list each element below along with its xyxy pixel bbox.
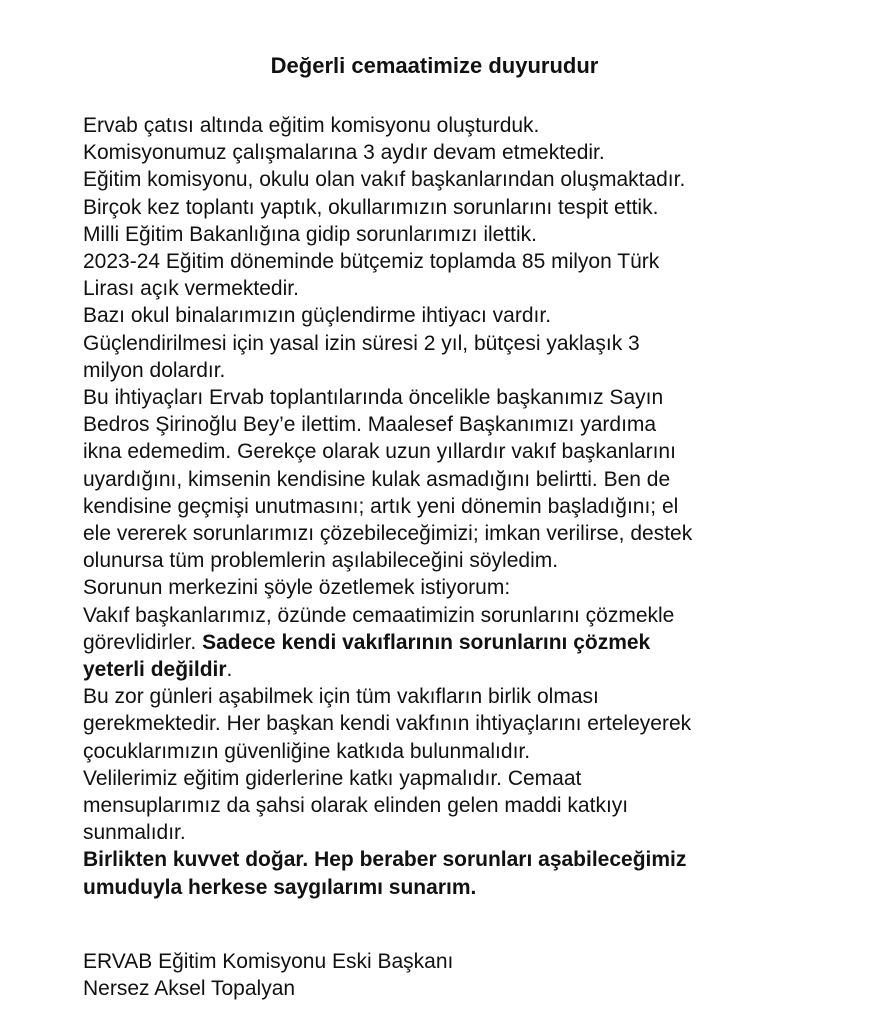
emphasis-text: Sadece kendi vakıflarının sorunlarını çözmek — [202, 630, 651, 654]
body-line: Bazı okul binalarımızın güçlendirme ihtiyacı vardır. — [83, 304, 552, 328]
body-line: Güçlendirilmesi için yasal izin süresi 2 yıl, bütçesi yaklaşık 3 — [83, 331, 640, 355]
announcement-body — [83, 112, 823, 901]
body-line-normal-part: görevlidirler. — [83, 630, 203, 654]
emphasis-text: yeterli değildir — [83, 658, 227, 682]
body-line: ele vererek sorunlarımızı çözebileceğimizi; imkan verilirse, destek — [83, 522, 693, 546]
body-line: Bu zor günleri aşabilmek için tüm vakıfların birlik olması — [83, 685, 599, 709]
body-line: milyon dolardır. — [83, 358, 226, 382]
body-line: ikna edemedim. Gerekçe olarak uzun yıllardır vakıf başkanlarını — [83, 440, 676, 464]
body-line: olunursa tüm problemlerin aşılabileceğini söyledim. — [83, 549, 559, 573]
body-line: Vakıf başkanlarımız, özünde cemaatimizin sorunlarını çözmekle — [83, 603, 675, 627]
body-line: gerekmektedir. Her başkan kendi vakfının ihtiyaçlarını erteleyerek — [83, 712, 692, 736]
body-line: Lirası açık vermektedir. — [83, 277, 299, 301]
body-line: mensuplarımız da şahsi olarak elinden gelen maddi katkıyı — [83, 794, 629, 818]
body-line: sunmalıdır. — [83, 821, 186, 845]
signature-block — [83, 948, 823, 1002]
body-line: Bedros Şirinoğlu Bey’e ilettim. Maalesef Başkanımızı yardıma — [83, 413, 657, 437]
body-line: çocuklarımızın güvenliğine katkıda bulunmalıdır. — [83, 739, 531, 763]
signature-name: Nersez Aksel Topalyan — [83, 977, 296, 1001]
body-line: Bu ihtiyaçları Ervab toplantılarında öncelikle başkanımız Sayın — [83, 386, 664, 410]
body-line-normal-part: . — [226, 658, 233, 682]
body-line: uyardığını, kimsenin kendisine kulak asmadığını belirtti. Ben de — [83, 467, 671, 491]
body-line-mixed — [83, 629, 823, 656]
body-line-mixed — [83, 656, 823, 683]
body-line: Eğitim komisyonu, okulu olan vakıf başkanlarından oluşmaktadır. — [83, 168, 686, 192]
signature-role: ERVAB Eğitim Komisyonu Eski Başkanı — [83, 950, 454, 973]
body-line: Ervab çatısı altında eğitim komisyonu oluşturduk. — [83, 114, 540, 137]
body-line: Komisyonumuz çalışmalarına 3 aydır devam etmektedir. — [83, 141, 605, 165]
closing-line: Birlikten kuvvet doğar. Hep beraber sorunları aşabileceğimiz — [83, 848, 687, 872]
body-line: Milli Eğitim Bakanlığına gidip sorunlarımızı ilettik. — [83, 222, 538, 246]
announcement-title: Değerli cemaatimize duyurudur — [270, 53, 599, 78]
closing-line: umuduyla herkese saygılarımı sunarım. — [83, 875, 477, 899]
body-line: Velilerimiz eğitim giderlerine katkı yapmalıdır. Cemaat — [83, 766, 582, 790]
body-line: Birçok kez toplantı yaptık, okullarımızın sorunlarını tespit ettik. — [83, 195, 659, 219]
body-line: kendisine geçmişi unutmasını; artık yeni dönemin başladığını; el — [83, 494, 679, 518]
body-line: 2023-24 Eğitim döneminde bütçemiz toplamda 85 milyon Türk — [83, 250, 660, 274]
body-line: Sorunun merkezini şöyle özetlemek istiyorum: — [83, 576, 511, 600]
